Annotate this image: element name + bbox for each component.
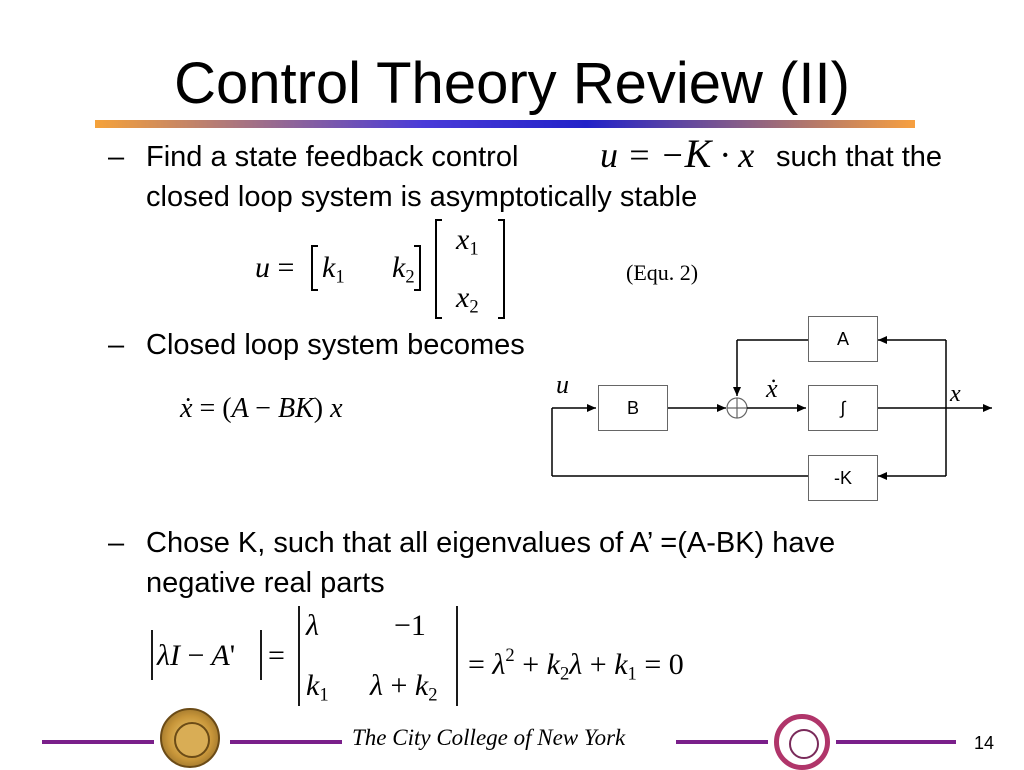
bullet-1-line-1-pre: Find a state feedback control [146, 141, 519, 173]
closed-loop-equation: ẋ = (A − BK) x [180, 393, 343, 424]
footer-line-mid-left [230, 740, 342, 744]
bullet-dash-3: – [108, 527, 125, 559]
bullet-3-line-1: Chose K, such that all eigenvalues of A’ =(A-BK) have [146, 527, 836, 559]
matrix-k1: $k_1$ [306, 669, 329, 706]
college-seal-logo [160, 708, 220, 768]
footer-college-name: The City College of New York [352, 725, 626, 750]
title-rule [95, 120, 915, 128]
diagram-label-x: x [950, 381, 961, 407]
block-a: A [808, 316, 878, 362]
diagram-label-u: u [556, 370, 569, 399]
matrix-lambda: λ [306, 609, 319, 642]
bullet-dash-1: – [108, 141, 125, 173]
footer-line-left [42, 740, 154, 744]
block-integrator: ∫ [808, 385, 878, 431]
bullet-1-line-2: closed loop system is asymptotically stable [146, 181, 698, 213]
robotics-lab-logo [774, 714, 830, 770]
bullet-1-line-1-post: such that the [776, 141, 943, 173]
bullet-dash-2: – [108, 329, 125, 361]
equation-label: (Equ. 2) [626, 260, 699, 285]
control-law-equation: u = −K · x [600, 131, 755, 176]
page-number: 14 [974, 733, 995, 753]
bullet-3-line-2: negative real parts [146, 567, 385, 599]
matrix-minus-one: −1 [394, 609, 426, 642]
char-eq-equals: = [268, 639, 285, 672]
matrix-lambda-plus-k2: $\lambda + k_2$ [370, 669, 438, 706]
footer-line-right [836, 740, 956, 744]
eq2-k2: $k_2$ [392, 251, 415, 288]
eq2-k1: $k_1$ [322, 251, 345, 288]
eq2-x1: $x_1$ [456, 223, 479, 260]
diagram-label-xdot: ẋ [766, 374, 778, 403]
block-b: B [598, 385, 668, 431]
eq2-lhs: u = [255, 251, 295, 284]
eq2-x2: $x_2$ [456, 281, 479, 318]
char-eq-rhs: = $\lambda^2 + k_2\lambda + k_1 = 0$ [468, 645, 684, 685]
slide-title: Control Theory Review (II) [174, 51, 850, 116]
char-eq-lhs: λI − A' [157, 639, 236, 672]
footer-line-mid-right [676, 740, 768, 744]
block-neg-k: -K [808, 455, 878, 501]
bullet-2-text: Closed loop system becomes [146, 329, 525, 361]
